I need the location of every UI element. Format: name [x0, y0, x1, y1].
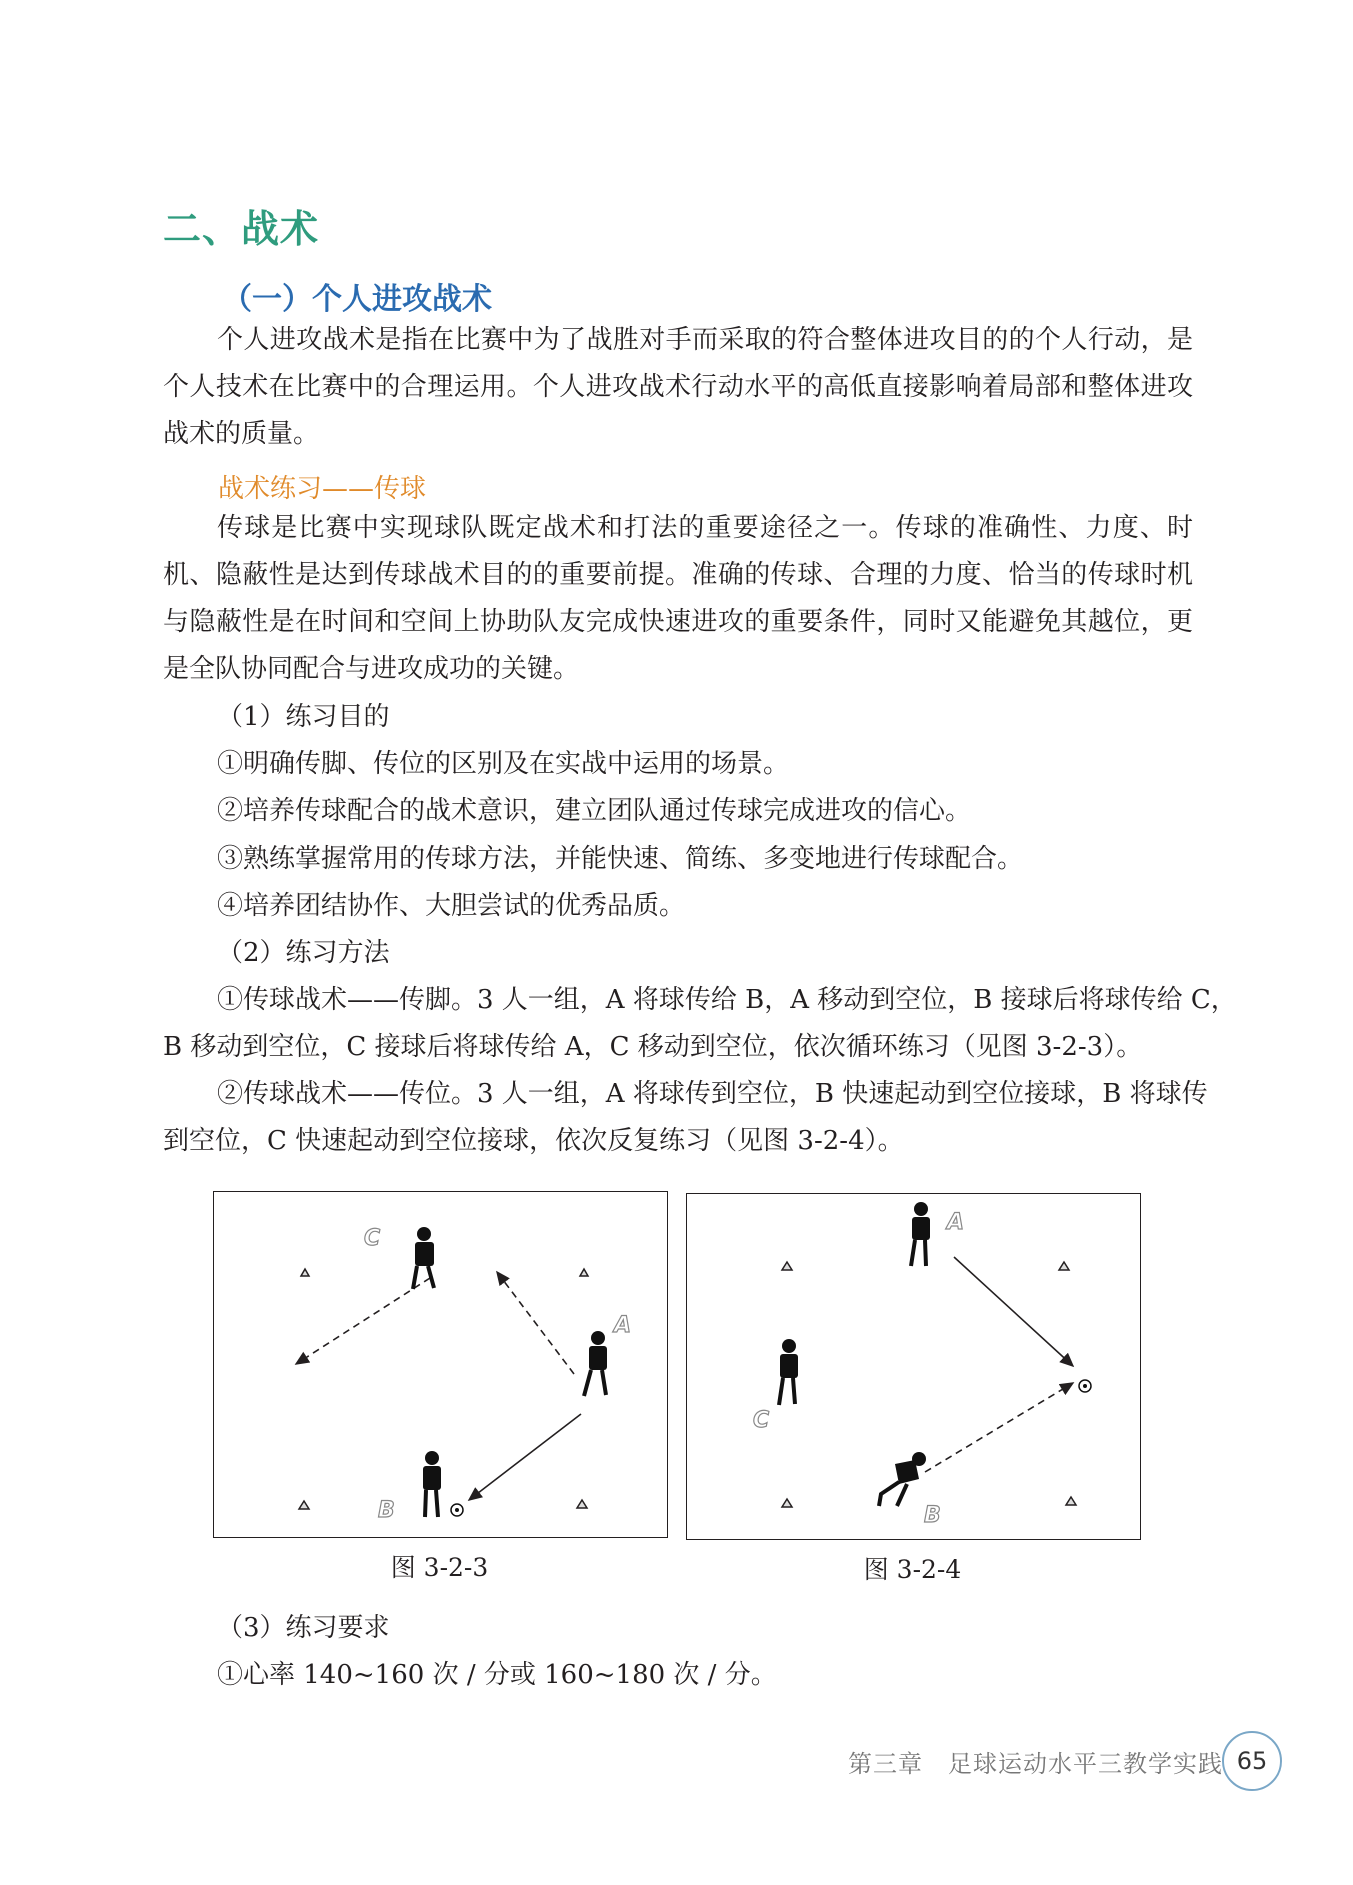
run-arrow-b [925, 1383, 1073, 1472]
player-a [911, 1202, 930, 1266]
pass-arrow-c [296, 1278, 430, 1364]
method1-line2: B 移动到空位，C 接球后将球传给 A，C 移动到空位，依次循环练习（见图 3-2-3）。 [163, 1032, 1143, 1062]
pass-arrow-a [469, 1414, 581, 1500]
ball-icon [451, 1504, 463, 1516]
run-arrow-a [497, 1272, 574, 1374]
label-b: B [378, 1498, 395, 1523]
method1-line1: ①传球战术——传脚。3 人一组，A 将球传给 B，A 移动到空位，B 接球后将球传给 C， [217, 985, 1237, 1015]
figure-3-2-3-diagram [214, 1192, 667, 1537]
player-c [413, 1227, 434, 1289]
footer-chapter: 第三章 足球运动水平三教学实践 [848, 1750, 1223, 1778]
label-c: C [753, 1408, 770, 1433]
goals-heading: （1）练习目的 [217, 702, 390, 732]
player-c [779, 1339, 798, 1405]
goal-item-3: ③熟练掌握常用的传球方法，并能快速、简练、多变地进行传球配合。 [217, 844, 1024, 874]
methods-heading: （2）练习方法 [217, 938, 390, 968]
pass-arrow-a [954, 1257, 1073, 1366]
figure-3-2-4 [686, 1193, 1141, 1540]
label-c: C [364, 1226, 381, 1251]
ball-icon [1079, 1380, 1091, 1392]
intro-paragraph: 个人进攻战术是指在比赛中为了战胜对手而采取的符合整体进攻目的的个人行动，是个人技术在比赛中的合理运用。个人进攻战术行动水平的高低直接影响着局部和整体进攻战术的质量。 [163, 325, 1193, 449]
figure-3-2-3-caption: 图 3-2-3 [390, 1553, 489, 1582]
figure-3-2-3 [213, 1191, 668, 1538]
method2-line2: 到空位，C 快速起动到空位接球，依次反复练习（见图 3-2-4）。 [163, 1126, 904, 1156]
practice-paragraph: 传球是比赛中实现球队既定战术和打法的重要途径之一。传球的准确性、力度、时机、隐蔽性是达到传球战术目的的重要前提。准确的传球、合理的力度、恰当的传球时机与隐蔽性是在时间和空间上协助队友完成快速进攻的重要条件，同时又能避免其越位，更是全队协同配合与进攻成功的关键。 [163, 513, 1193, 684]
label-a: A [947, 1210, 965, 1235]
practice-heading: 战术练习——传球 [218, 474, 427, 504]
method2-line1: ②传球战术——传位。3 人一组，A 将球传到空位，B 快速起动到空位接球，B 将球传 [217, 1079, 1208, 1109]
requirement-item-1: ①心率 140~160 次 / 分或 160~180 次 / 分。 [217, 1660, 777, 1690]
player-b [879, 1452, 926, 1506]
player-b [423, 1451, 441, 1517]
cone-markers [299, 1269, 588, 1509]
label-a: A [614, 1313, 632, 1338]
section-title: 二、战术 [163, 207, 320, 251]
goal-item-4: ④培养团结协作、大胆尝试的优秀品质。 [217, 891, 686, 921]
subsection-title: （一）个人进攻战术 [222, 282, 492, 317]
page-number: 65 [1222, 1731, 1282, 1791]
figure-3-2-4-diagram [687, 1194, 1140, 1539]
label-b: B [924, 1503, 941, 1528]
figure-3-2-4-caption: 图 3-2-4 [863, 1555, 962, 1584]
goal-item-2: ②培养传球配合的战术意识，建立团队通过传球完成进攻的信心。 [217, 796, 972, 826]
goal-item-1: ①明确传脚、传位的区别及在实战中运用的场景。 [217, 749, 790, 779]
player-a [584, 1331, 607, 1396]
requirements-heading: （3）练习要求 [217, 1613, 390, 1643]
